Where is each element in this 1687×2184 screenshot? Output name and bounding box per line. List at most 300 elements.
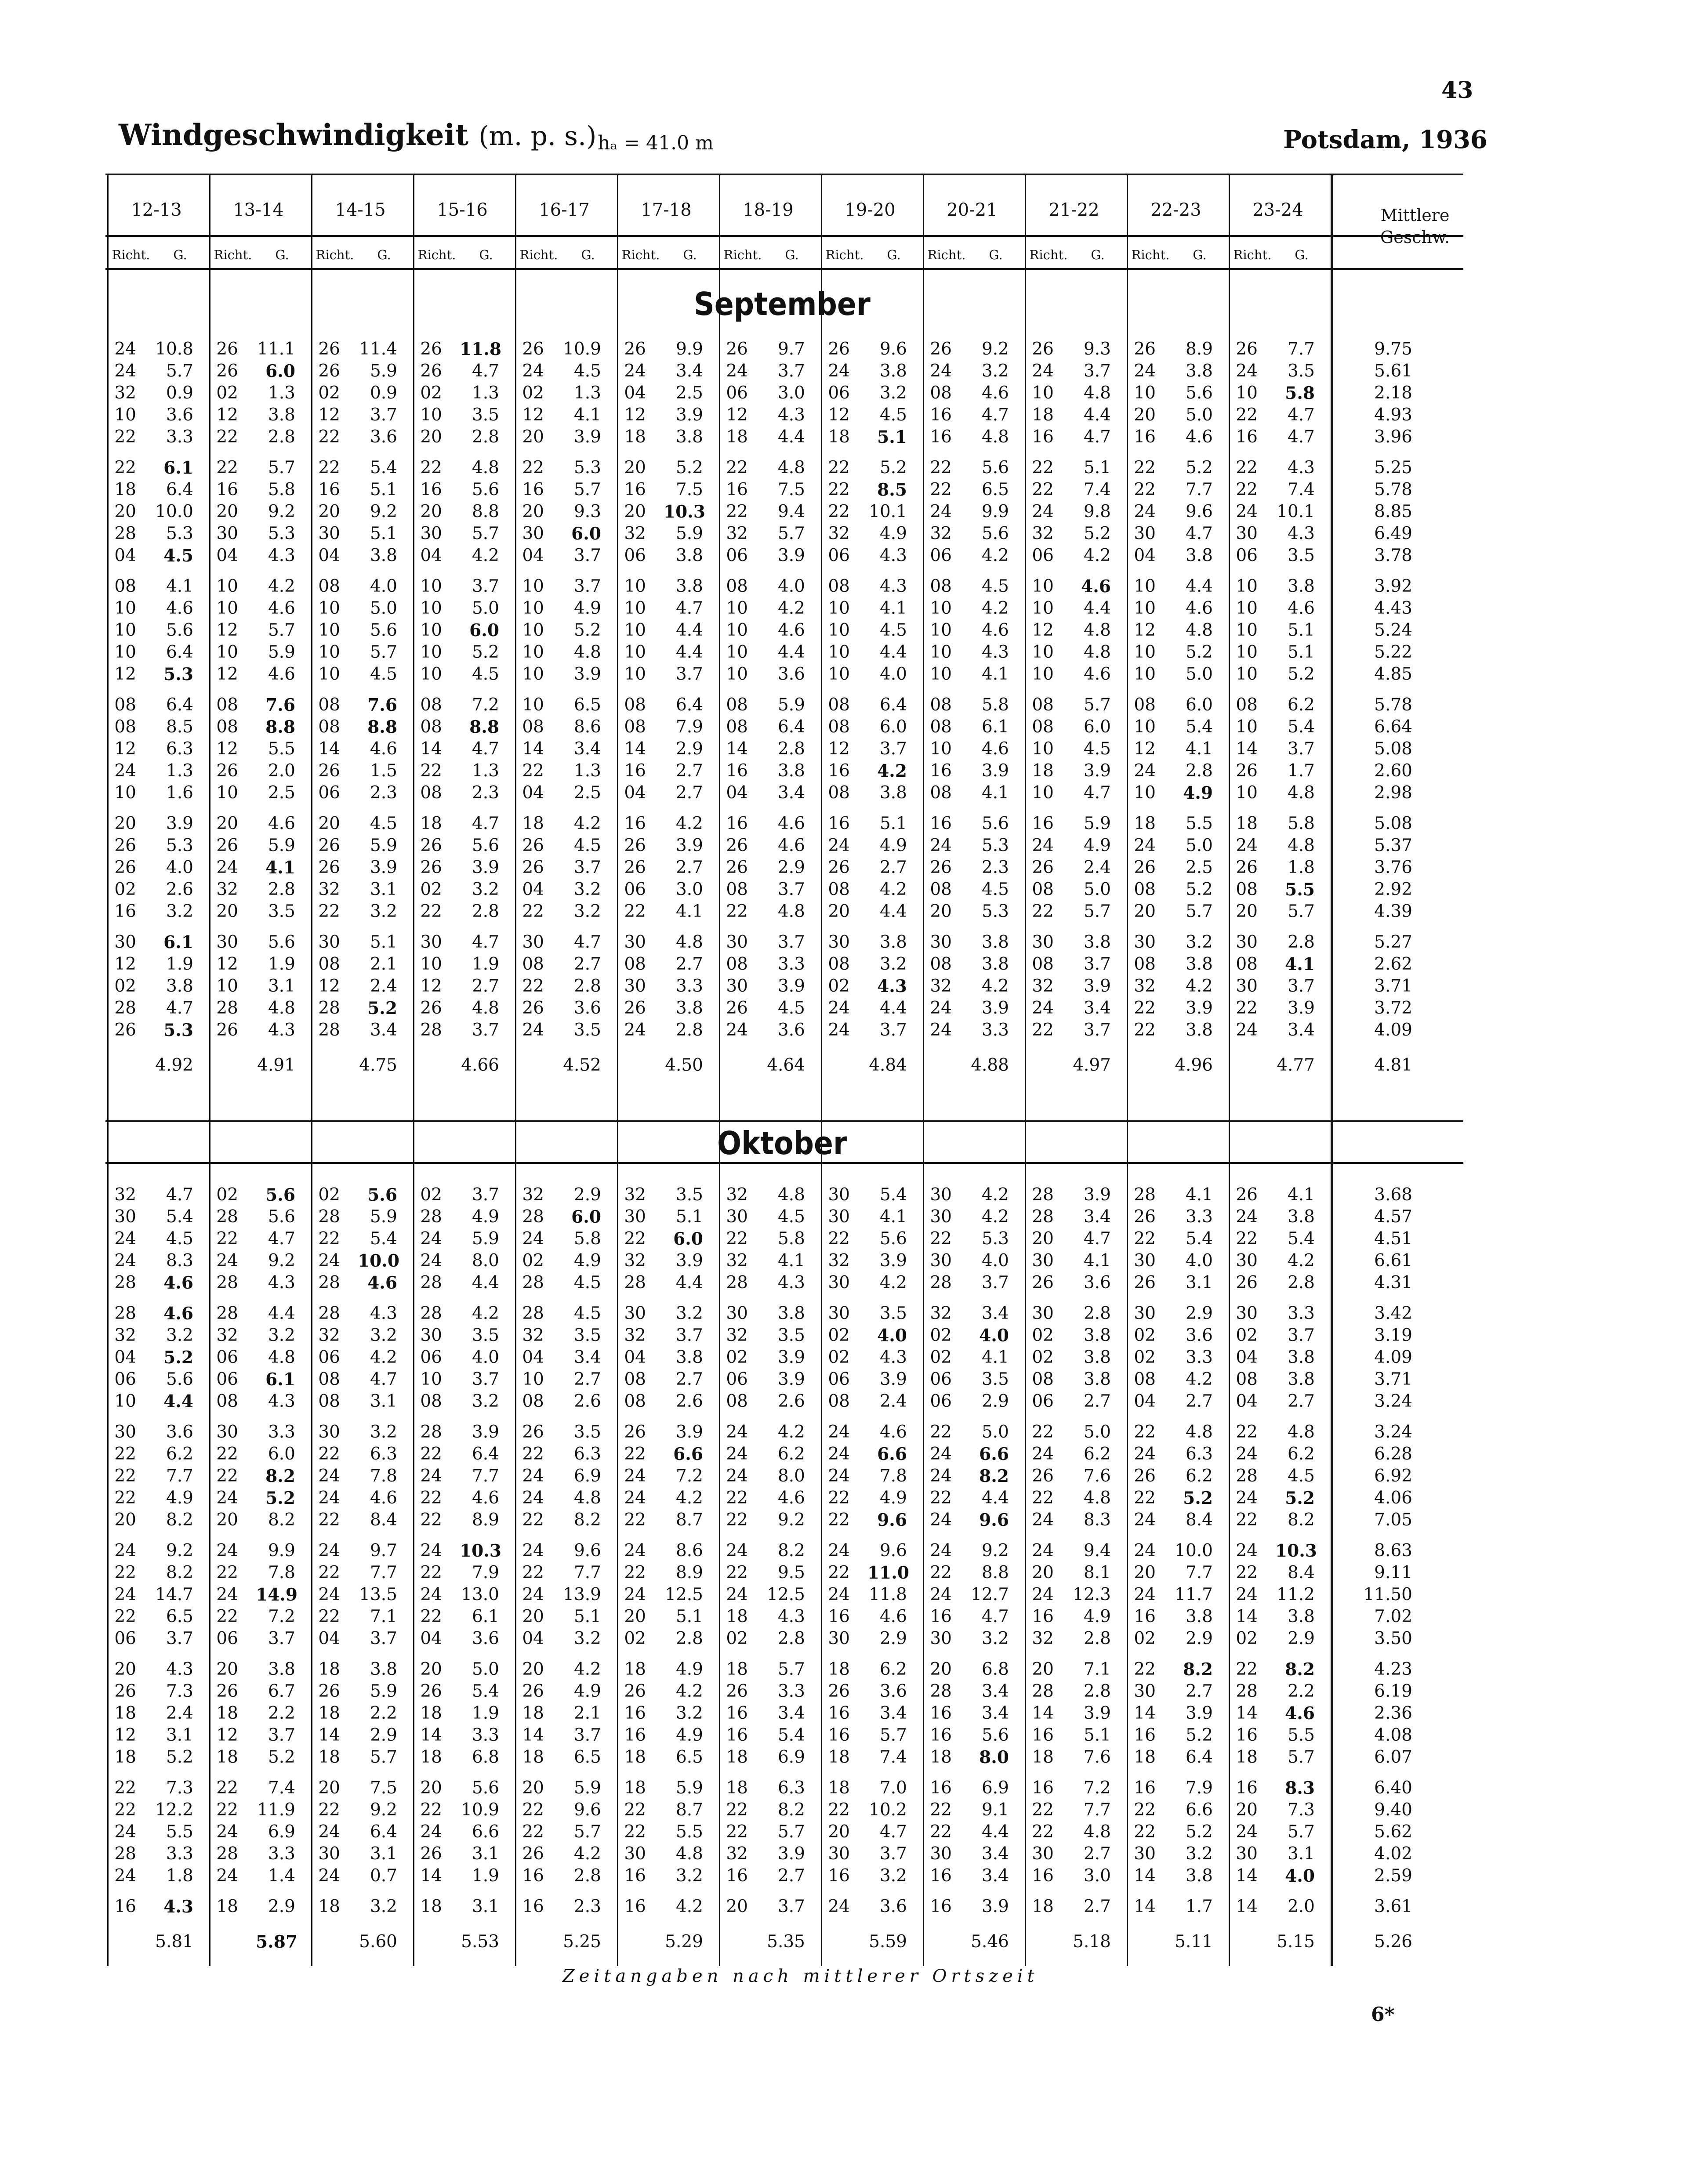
wind-speed: 3.8 [675,998,703,1018]
wind-speed: 2.7 [573,954,601,974]
wind-speed: 4.1 [1285,954,1315,974]
daily-mean: 5.61 [1374,361,1412,381]
wind-speed: 4.4 [777,427,805,447]
table-row [105,738,1459,760]
wind-direction: 32 [726,524,748,543]
wind-direction: 06 [828,1369,850,1389]
wind-direction: 24 [1236,836,1258,855]
wind-speed: 5.3 [981,902,1009,921]
wind-speed: 4.2 [268,576,295,596]
wind-speed: 4.7 [573,932,601,952]
wind-speed: 5.3 [166,836,193,855]
wind-direction: 24 [1134,1510,1156,1530]
wind-direction: 26 [318,836,340,855]
wind-speed: 4.4 [879,902,907,921]
wind-direction: 24 [522,1466,544,1486]
wind-direction: 24 [420,1251,442,1271]
wind-direction: 10 [522,695,544,715]
wind-speed: 3.0 [777,383,805,403]
wind-direction: 08 [216,695,238,715]
daily-mean: 4.57 [1374,1207,1412,1227]
wind-speed: 3.7 [1287,739,1315,759]
wind-speed: 4.5 [1083,739,1111,759]
wind-direction: 10 [1134,717,1156,737]
wind-direction: 10 [930,664,952,684]
wind-speed: 4.4 [1083,405,1111,425]
wind-speed: 7.2 [675,1466,703,1486]
wind-speed: 1.9 [268,954,295,974]
wind-direction: 16 [726,1866,748,1886]
wind-direction: 28 [216,1844,238,1864]
wind-speed: 2.3 [370,783,397,803]
wind-speed: 4.9 [879,524,907,543]
wind-speed: 3.7 [370,1629,397,1648]
wind-direction: 10 [216,976,238,996]
wind-direction: 10 [1134,576,1156,596]
wind-direction: 22 [828,458,850,478]
wind-speed: 3.7 [1083,361,1111,381]
hour-mean: 5.46 [971,1932,1009,1952]
daily-mean: 5.62 [1374,1822,1412,1842]
wind-direction: 20 [1032,1563,1054,1583]
wind-direction: 02 [216,383,238,403]
wind-direction: 08 [1236,1369,1258,1389]
wind-speed: 3.8 [1083,1369,1111,1389]
wind-direction: 06 [216,1629,238,1648]
wind-speed: 6.1 [472,1607,499,1626]
wind-speed: 5.4 [1185,1229,1213,1249]
wind-speed: 5.6 [981,458,1009,478]
wind-speed: 3.8 [1185,1866,1213,1886]
wind-direction: 26 [318,361,340,381]
wind-speed: 3.8 [1287,1347,1315,1367]
wind-speed: 4.8 [573,642,601,662]
wind-speed: 8.9 [472,1510,499,1530]
wind-speed: 11.2 [1277,1585,1315,1604]
wind-speed: 4.7 [1287,405,1315,425]
wind-speed: 3.8 [675,1347,703,1367]
wind-direction: 24 [1032,361,1054,381]
wind-speed: 5.4 [472,1681,499,1701]
wind-direction: 30 [216,932,238,952]
wind-speed: 8.2 [1285,1659,1315,1680]
wind-speed: 4.0 [166,858,193,877]
wind-speed: 2.9 [268,1897,295,1916]
wind-direction: 28 [1236,1681,1258,1701]
wind-speed: 8.2 [166,1563,193,1583]
wind-direction: 24 [114,361,136,381]
wind-speed: 5.0 [472,1659,499,1679]
wind-speed: 3.5 [472,1326,499,1345]
wind-direction: 18 [828,427,850,447]
wind-direction: 12 [726,405,748,425]
wind-speed: 3.9 [675,1422,703,1442]
rule-line [105,174,1463,175]
wind-speed: 3.1 [370,1844,397,1864]
wind-speed: 13.0 [461,1585,499,1604]
wind-speed: 9.2 [370,502,397,522]
wind-direction: 24 [318,1466,340,1486]
wind-direction: 24 [216,858,238,877]
wind-speed: 9.6 [879,339,907,359]
wind-direction: 26 [930,339,952,359]
table-row [105,404,1459,426]
wind-speed: 5.1 [573,1607,601,1626]
wind-speed: 3.3 [675,976,703,996]
wind-direction: 24 [930,836,952,855]
wind-direction: 22 [930,1422,952,1442]
wind-direction: 10 [318,598,340,618]
wind-speed: 3.2 [370,1422,397,1442]
wind-speed: 4.9 [1183,783,1213,803]
wind-speed: 5.2 [573,620,601,640]
wind-direction: 14 [420,739,442,759]
wind-speed: 4.8 [1287,1422,1315,1442]
wind-direction: 18 [216,1897,238,1916]
wind-direction: 10 [318,664,340,684]
wind-direction: 04 [522,783,544,803]
daily-mean: 4.39 [1374,902,1412,921]
wind-direction: 20 [828,902,850,921]
wind-speed: 3.8 [675,546,703,565]
wind-speed: 8.0 [472,1251,499,1271]
wind-direction: 18 [624,1659,646,1679]
table-row [105,1206,1459,1228]
wind-speed: 3.5 [268,902,295,921]
wind-speed: 2.7 [675,1369,703,1389]
wind-direction: 18 [1032,405,1054,425]
daily-mean: 4.85 [1374,664,1412,684]
wind-direction: 08 [114,576,136,596]
wind-direction: 08 [624,695,646,715]
wind-direction: 10 [726,642,748,662]
wind-direction: 24 [828,361,850,381]
wind-speed: 4.4 [675,642,703,662]
wind-direction: 10 [318,642,340,662]
daily-mean: 8.85 [1374,502,1412,522]
wind-direction: 20 [726,1897,748,1916]
wind-speed: 4.9 [879,1488,907,1508]
wind-direction: 16 [1134,1725,1156,1745]
wind-direction: 30 [1134,1844,1156,1864]
wind-speed: 2.4 [166,1703,193,1723]
wind-direction: 16 [1134,427,1156,447]
wind-speed: 3.2 [472,1391,499,1411]
wind-direction: 16 [828,1725,850,1745]
wind-speed: 4.7 [981,1607,1009,1626]
wind-direction: 32 [726,1844,748,1864]
wind-direction: 30 [1236,1304,1258,1323]
wind-direction: 24 [828,1422,850,1442]
wind-speed: 3.6 [1185,1326,1213,1345]
wind-direction: 22 [828,480,850,500]
wind-speed: 4.1 [981,783,1009,803]
wind-speed: 9.4 [1083,1541,1111,1561]
wind-speed: 3.5 [1287,361,1315,381]
wind-direction: 14 [420,1725,442,1745]
wind-speed: 2.7 [1083,1897,1111,1916]
wind-speed: 5.7 [370,1747,397,1767]
wind-direction: 14 [1236,1866,1258,1886]
wind-direction: 22 [420,1488,442,1508]
wind-speed: 3.8 [981,954,1009,974]
wind-direction: 06 [1032,1391,1054,1411]
wind-direction: 28 [420,1207,442,1227]
wind-speed: 3.2 [166,1326,193,1345]
wind-direction: 30 [318,932,340,952]
wind-speed: 4.2 [573,1659,601,1679]
wind-speed: 0.7 [370,1866,397,1886]
wind-speed: 3.9 [1185,1703,1213,1723]
wind-direction: 20 [522,1659,544,1679]
wind-speed: 5.2 [472,642,499,662]
table-row [105,426,1459,448]
wind-direction: 08 [828,880,850,899]
wind-direction: 08 [1236,695,1258,715]
wind-speed: 10.3 [460,1541,501,1561]
wind-direction: 16 [930,405,952,425]
wind-direction: 14 [1236,1607,1258,1626]
wind-speed: 4.2 [675,1681,703,1701]
wind-direction: 10 [114,1391,136,1411]
wind-direction: 06 [1236,546,1258,565]
daily-mean: 6.61 [1374,1251,1412,1271]
wind-speed: 3.9 [472,1422,499,1442]
wind-direction: 24 [1236,1207,1258,1227]
wind-direction: 16 [726,814,748,833]
wind-speed: 11.7 [1175,1585,1213,1604]
hour-header: 20-21 [947,200,998,220]
wind-speed: 4.8 [268,1347,295,1367]
wind-speed: 6.1 [163,458,193,478]
wind-speed: 9.4 [777,502,805,522]
hour-mean: 4.77 [1277,1055,1315,1075]
table-row [105,479,1459,501]
wind-direction: 22 [624,1822,646,1842]
wind-direction: 32 [522,1326,544,1345]
daily-mean: 5.27 [1374,932,1412,952]
wind-direction: 18 [726,427,748,447]
wind-direction: 32 [624,1326,646,1345]
wind-speed: 4.6 [1081,576,1111,597]
wind-speed: 5.2 [1185,1725,1213,1745]
daily-mean: 5.22 [1374,642,1412,662]
wind-direction: 10 [828,620,850,640]
wind-speed: 2.7 [675,783,703,803]
wind-direction: 16 [1032,1725,1054,1745]
daily-mean: 4.31 [1374,1273,1412,1293]
wind-speed: 8.8 [265,717,295,737]
wind-direction: 14 [726,739,748,759]
table-row [105,382,1459,404]
wind-direction: 10 [522,664,544,684]
wind-speed: 5.2 [1185,642,1213,662]
hour-header: 16-17 [539,200,590,220]
wind-direction: 16 [1134,1778,1156,1798]
wind-direction: 32 [1032,976,1054,996]
wind-speed: 6.3 [573,1444,601,1464]
wind-direction: 18 [828,1659,850,1679]
wind-speed: 4.9 [1083,1607,1111,1626]
wind-speed: 1.3 [472,383,499,403]
table-row [105,835,1459,857]
wind-direction: 22 [216,1466,238,1486]
wind-direction: 08 [1032,880,1054,899]
wind-direction: 16 [624,1897,646,1916]
wind-speed: 3.7 [166,1629,193,1648]
wind-speed: 10.3 [664,502,705,522]
wind-speed: 3.9 [675,1251,703,1271]
wind-direction: 24 [318,1488,340,1508]
wind-direction: 10 [1134,664,1156,684]
wind-direction: 02 [318,383,340,403]
wind-direction: 22 [726,1510,748,1530]
wind-speed: 4.3 [879,546,907,565]
wind-direction: 24 [930,1444,952,1464]
wind-direction: 20 [420,1778,442,1798]
table-row [105,1487,1459,1509]
wind-speed: 2.9 [879,1629,907,1648]
wind-speed: 4.8 [981,427,1009,447]
wind-direction: 18 [318,1897,340,1916]
wind-direction: 04 [114,546,136,565]
wind-direction: 24 [1032,1444,1054,1464]
wind-direction: 16 [1032,427,1054,447]
wind-speed: 3.8 [879,932,907,952]
daily-mean: 6.49 [1374,524,1412,543]
wind-direction: 22 [420,458,442,478]
wind-speed: 11.8 [460,339,501,359]
wind-direction: 28 [216,1273,238,1293]
wind-direction: 26 [624,1422,646,1442]
wind-direction: 10 [1236,598,1258,618]
daily-mean: 6.28 [1374,1444,1412,1464]
wind-direction: 16 [318,480,340,500]
wind-direction: 22 [318,1607,340,1626]
wind-direction: 30 [318,524,340,543]
wind-direction: 16 [1032,814,1054,833]
wind-speed: 4.1 [1083,1251,1111,1271]
wind-direction: 08 [726,576,748,596]
wind-direction: 24 [624,1488,646,1508]
wind-speed: 3.7 [777,880,805,899]
wind-direction: 32 [1134,976,1156,996]
wind-speed: 6.3 [370,1444,397,1464]
wind-direction: 22 [726,1488,748,1508]
wind-speed: 7.4 [1083,480,1111,500]
wind-direction: 04 [216,546,238,565]
place-year: Potsdam, 1936 [1283,125,1487,154]
wind-speed: 5.4 [166,1207,193,1227]
table-row [105,501,1459,523]
wind-speed: 5.4 [777,1725,805,1745]
wind-direction: 18 [1134,814,1156,833]
wind-speed: 5.7 [777,1659,805,1679]
wind-direction: 16 [726,480,748,500]
richt-header: Richt. [1233,247,1272,262]
wind-direction: 16 [420,480,442,500]
wind-speed: 4.2 [1185,1369,1213,1389]
wind-direction: 28 [1032,1185,1054,1205]
table-row [105,716,1459,738]
wind-speed: 3.7 [879,1844,907,1864]
wind-direction: 24 [624,1466,646,1486]
wind-speed: 3.1 [1185,1273,1213,1293]
wind-direction: 30 [828,1273,850,1293]
wind-direction: 30 [624,932,646,952]
daily-mean: 6.40 [1374,1778,1412,1798]
wind-direction: 30 [522,524,544,543]
wind-direction: 26 [216,836,238,855]
wind-speed: 6.2 [879,1659,907,1679]
wind-direction: 30 [930,1251,952,1271]
wind-speed: 4.6 [1287,598,1315,618]
wind-direction: 26 [114,836,136,855]
wind-direction: 26 [420,339,442,359]
table-row [105,523,1459,545]
wind-direction: 10 [828,664,850,684]
wind-direction: 02 [828,1347,850,1367]
wind-direction: 28 [522,1273,544,1293]
wind-direction: 32 [318,1326,340,1345]
wind-direction: 16 [1134,1607,1156,1626]
table-row [105,975,1459,997]
wind-direction: 22 [1032,480,1054,500]
wind-speed: 7.7 [1185,1563,1213,1583]
wind-speed: 2.8 [777,739,805,759]
wind-speed: 4.6 [777,814,805,833]
wind-speed: 4.7 [1083,783,1111,803]
wind-speed: 2.8 [268,427,295,447]
wind-direction: 08 [318,695,340,715]
wind-direction: 30 [1032,932,1054,952]
wind-speed: 2.7 [1083,1844,1111,1864]
hour-header: 22-23 [1150,200,1201,220]
wind-speed: 4.2 [1083,546,1111,565]
wind-speed: 8.4 [1185,1510,1213,1530]
wind-speed: 4.9 [573,598,601,618]
wind-speed: 3.9 [981,761,1009,781]
data-table [105,174,1463,1966]
wind-speed: 4.7 [472,932,499,952]
wind-speed: 3.8 [981,932,1009,952]
wind-direction: 26 [216,361,238,381]
wind-direction: 18 [420,814,442,833]
wind-direction: 02 [1134,1347,1156,1367]
wind-direction: 24 [1134,1541,1156,1561]
wind-speed: 3.5 [1287,546,1315,565]
wind-speed: 4.9 [166,1488,193,1508]
wind-speed: 7.7 [1083,1800,1111,1820]
wind-direction: 08 [624,1369,646,1389]
wind-direction: 24 [1236,1822,1258,1842]
wind-direction: 10 [1032,576,1054,596]
wind-direction: 04 [624,383,646,403]
wind-direction: 24 [930,1466,952,1486]
wind-speed: 8.7 [675,1510,703,1530]
wind-speed: 2.9 [370,1725,397,1745]
wind-direction: 04 [420,1629,442,1648]
wind-speed: 1.4 [268,1866,295,1886]
wind-direction: 24 [114,1251,136,1271]
wind-direction: 28 [216,1207,238,1227]
wind-speed: 4.0 [1285,1866,1315,1886]
wind-direction: 08 [624,954,646,974]
hour-header: 23-24 [1252,200,1303,220]
wind-speed: 3.8 [675,427,703,447]
wind-speed: 3.9 [573,427,601,447]
wind-speed: 4.4 [981,1822,1009,1842]
